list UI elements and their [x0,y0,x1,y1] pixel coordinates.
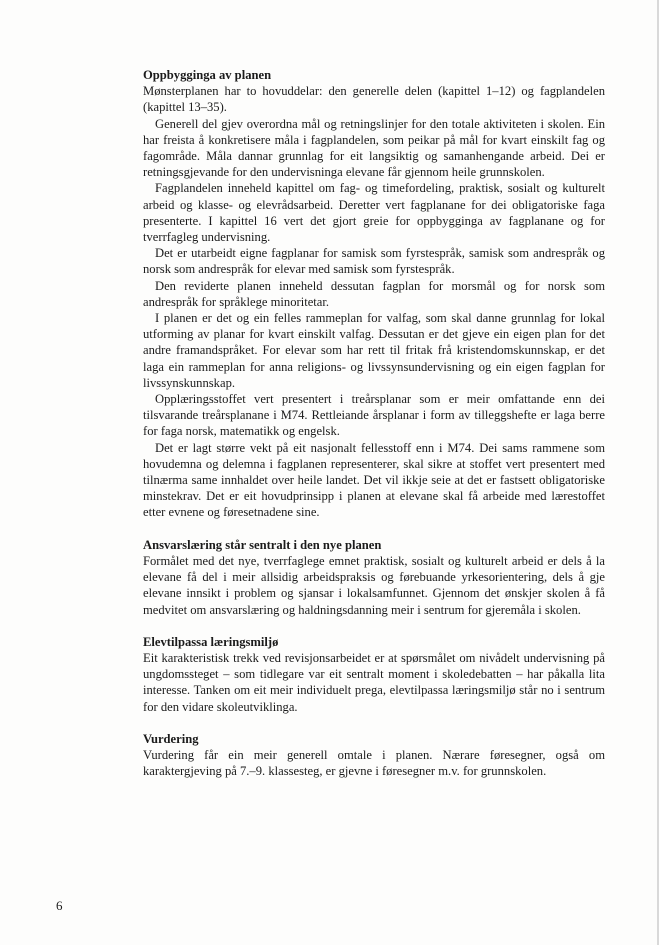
paragraph: Det er utarbeidt eigne fagplanar for samisk som fyrstespråk, samisk som andrespråk og norsk som andrespråk for elevar med samisk som fyrstespråk. [143,246,605,277]
section-elevtilpassa [143,634,605,715]
paragraph: Det er lagt større vekt på eit nasjonalt fellesstoff enn i M74. Dei sams rammene som hovudemna og delemna i fagplanen representerer, skal sikre at stoffet vert presentert med tilnærma same innhaldet over heile landet. Det vil ikkje seie at det er fastsett obligatoriske minstekrav. Det er eit hovudprinsipp i planen at elevane skal få arbeide med lærestoffet etter evnene og føresetnadene sine. [143,440,605,520]
section-heading: Elevtilpassa læringsmiljø [143,634,279,649]
page-body [143,67,605,795]
paragraph: Den reviderte planen inneheld dessutan fagplan for morsmål og for norsk som andrespråk for språklege minoritetar. [143,278,605,309]
section-heading: Ansvarslæring står sentralt i den nye planen [143,537,382,552]
section-heading: Vurdering [143,731,199,746]
section-heading: Oppbygginga av planen [143,68,272,82]
paragraph: Eit karakteristisk trekk ved revisjonsarbeidet er at spørsmålet om nivådelt undervisning på ungdomssteget – som tidlegare var eit sentralt moment i skoledebatten – har påkalla lita interesse. Tanken om eit meir individuelt prega, elevtilpassa læringsmiljø står no i sentrum for den vidare skoleutviklinga. [143,650,605,714]
paragraph: Fagplandelen inneheld kapittel om fag- og timefordeling, praktisk, sosialt og kulturelt arbeid og klasse- og elevrådsarbeid. Deretter vert fagplanane for dei obligatoriske faga presenterte. I kapittel 16 vert det gjort greie for oppbygginga av fagplanane og for tverrfagleg undervisning. [143,181,605,245]
section-vurdering [143,731,605,780]
paragraph: Formålet med det nye, tverrfaglege emnet praktisk, sosialt og kulturelt arbeid er dels å la elevane få del i meir allsidig arbeidspraksis og førebuande yrkesorientering, dels å gje elevane innsikt i problem og sjansar i lokalsamfunnet. Gjennom det ønskjer skolen å få medvitet om ansvarslæring og haldningsdanning meir i sentrum for gjeremåla i skolen. [143,553,605,617]
section-oppbygginga [143,67,605,521]
paragraph: I planen er det og ein felles rammeplan for valfag, som skal danne grunnlag for lokal utforming av planar for kvart einskilt valfag. Dessutan er det gjeve ein eigen plan for det andre framandspråket. For elevar som har rett til fritak frå kristendomskunnskap, er det laga ein rammeplan for anna religions- og livssynsundervisning og ein eigen fagplan for livssynskunnskap. [143,311,605,390]
paragraph: Vurdering får ein meir generell omtale i planen. Nærare føresegner, også om karaktergjeving på 7.–9. klassesteg, er gjevne i føresegner m.v. for grunnskolen. [143,747,605,779]
paragraph: Opplæringsstoffet vert presentert i treårsplanar som er meir omfattande enn dei tilsvarande treårsplanane i M74. Rettleiande årsplanar i form av tilleggshefte er laga berre for faga norsk, matematikk og engelsk. [143,392,605,439]
section-ansvarslaering [143,537,605,618]
paragraph: Mønsterplanen har to hovuddelar: den generelle delen (kapittel 1–12) og fagplandelen (kapittel 13–35). [143,84,605,115]
page-number: 6 [56,898,63,913]
paragraph: Generell del gjev overordna mål og retningslinjer for den totale aktiviteten i skolen. Ein har freista å konkretisere måla i fagplandelen, som peikar på mål for kvart einskilt fag og fagområde. Måla dannar grunnlag for eit langsiktig og samanhengande arbeid. Dei er retningsgjevande for den undervisninga elevane får gjennom heile grunnskolen. [143,116,605,180]
